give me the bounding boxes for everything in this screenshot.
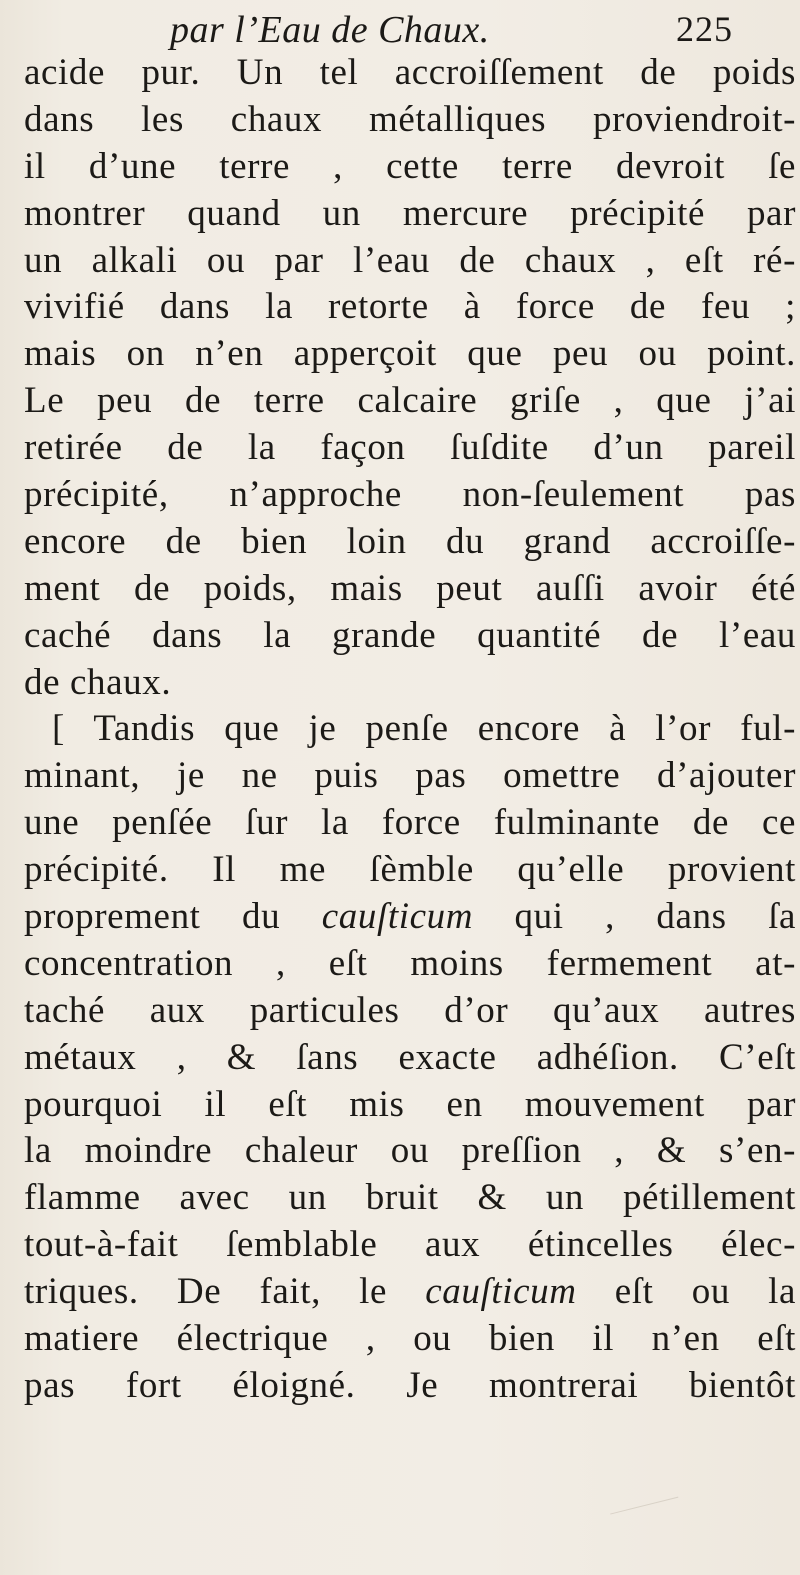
text-line: pas fort éloigné. Je montrerai bientôt bbox=[24, 1364, 796, 1406]
text-line: [ Tandis que je penſe encore à l’or ful- bbox=[52, 708, 796, 750]
text-line: caché dans la grande quantité de l’eau bbox=[24, 614, 796, 656]
body-text bbox=[24, 50, 796, 1410]
paper-mark bbox=[610, 1497, 680, 1521]
text-line: montrer quand un mercure précipité par bbox=[24, 192, 796, 234]
text-line: la moindre chaleur ou preſſion , & s’en- bbox=[24, 1130, 796, 1172]
text-line bbox=[24, 894, 796, 941]
text-line: ment de poids, mais peut auſſi avoir été bbox=[24, 567, 796, 609]
text-segment: triques. De fait, le bbox=[24, 1271, 426, 1313]
text-line: métaux , & ſans exacte adhéſion. C’eſt bbox=[24, 1036, 796, 1078]
text-line: précipité, n’approche non-ſeulement pas bbox=[24, 474, 796, 516]
italic-term: cauſticum bbox=[425, 1271, 577, 1313]
text-line bbox=[24, 1269, 796, 1316]
text-segment: qui , dans ſa bbox=[473, 896, 797, 938]
text-line: de chaux. bbox=[24, 661, 172, 703]
text-line: pourquoi il eſt mis en mouvement par bbox=[24, 1083, 796, 1125]
running-title: par l’Eau de Chaux. bbox=[170, 9, 490, 51]
text-line: taché aux particules d’or qu’aux autres bbox=[24, 989, 796, 1031]
text-line: flamme avec un bruit & un pétillement bbox=[24, 1177, 796, 1219]
text-line: mais on n’en apperçoit que peu ou point. bbox=[24, 333, 796, 375]
text-line: vivifié dans la retorte à force de feu ; bbox=[24, 286, 796, 328]
text-segment: proprement du bbox=[24, 896, 322, 938]
text-line: une penſée ſur la force fulminante de ce bbox=[24, 802, 796, 844]
text-line: acide pur. Un tel accroiſſement de poids bbox=[24, 52, 796, 93]
text-line: retirée de la façon ſuſdite d’un pareil bbox=[24, 427, 796, 469]
text-line: tout-à-fait ſemblable aux étincelles élec- bbox=[24, 1224, 796, 1266]
italic-term: cauſticum bbox=[321, 896, 474, 938]
text-line: minant, je ne puis pas omettre d’ajouter bbox=[24, 755, 796, 797]
page-number: 225 bbox=[676, 9, 733, 49]
text-line: encore de bien loin du grand accroiſſe- bbox=[24, 520, 796, 562]
running-head bbox=[0, 6, 800, 54]
text-line: concentration , eſt moins fermement at- bbox=[24, 942, 796, 984]
text-line: un alkali ou par l’eau de chaux , eſt ré- bbox=[24, 239, 796, 281]
text-line: précipité. Il me ſèmble qu’elle provient bbox=[24, 849, 796, 891]
text-line: matiere électrique , ou bien il n’en eſt bbox=[24, 1318, 796, 1360]
text-segment: eſt ou la bbox=[576, 1271, 796, 1313]
text-line: Le peu de terre calcaire griſe , que j’ai bbox=[24, 380, 796, 422]
text-line: il d’une terre , cette terre devroit ſe bbox=[24, 145, 796, 187]
text-line: dans les chaux métalliques proviendroit- bbox=[24, 98, 796, 140]
